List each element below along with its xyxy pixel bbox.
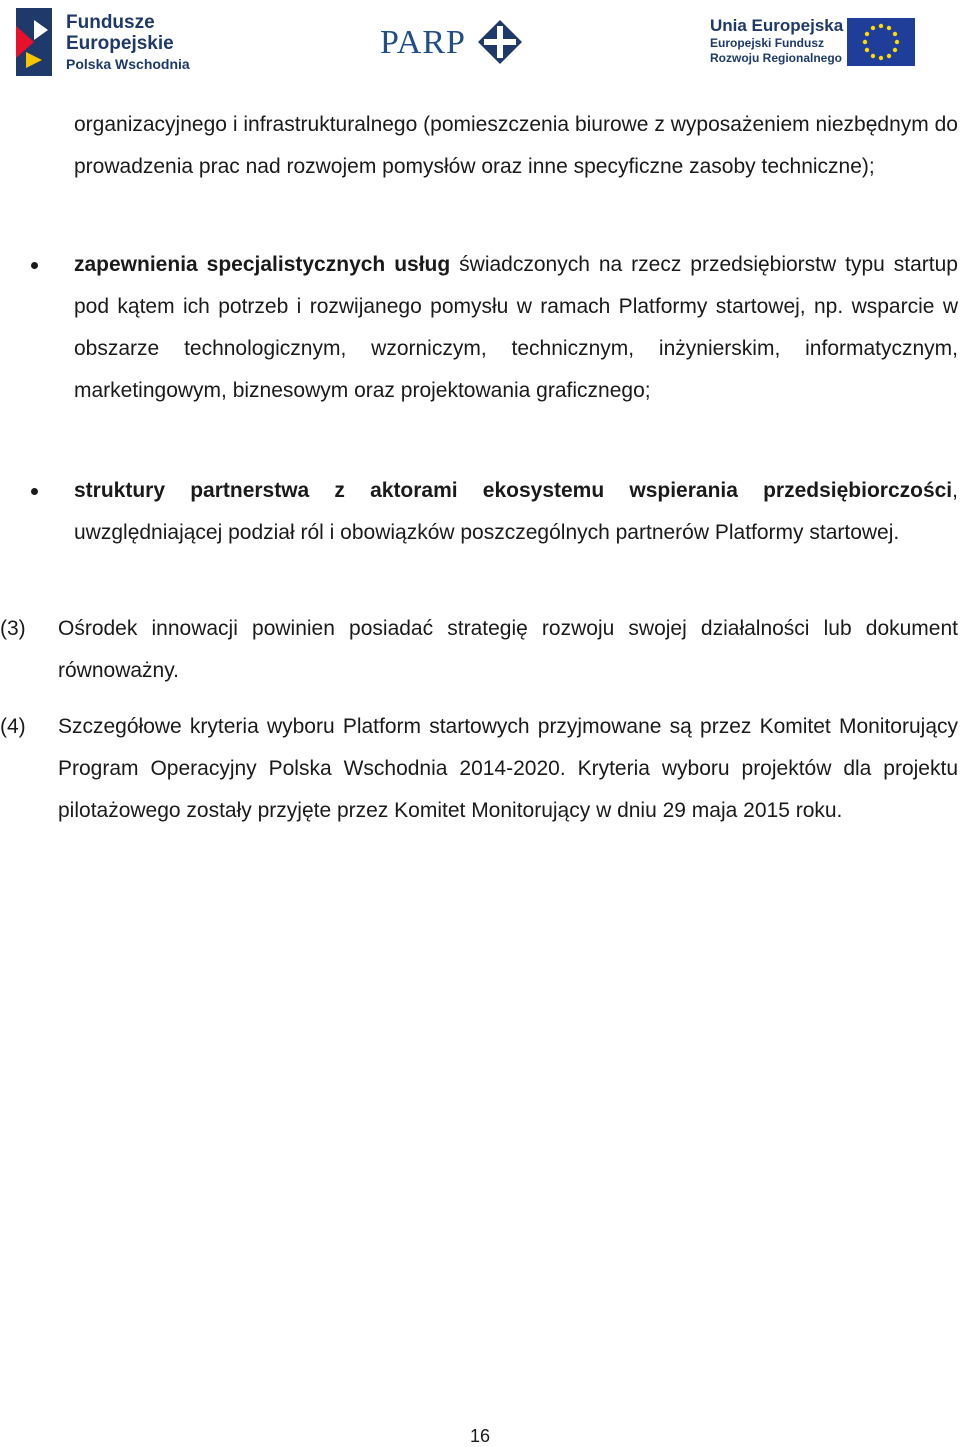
bullet-bold-text: zapewnienia specjalistycznych usług: [74, 253, 451, 276]
page-number: 16: [469, 1426, 491, 1446]
parp-emblem-icon: [476, 18, 524, 66]
eu-flag-icon: [847, 18, 915, 66]
fe-emblem-icon: [12, 6, 56, 78]
ue-logo-line3: Rozwoju Regionalnego: [710, 51, 842, 65]
paragraph-organizational: organizacyjnego i infrastrukturalnego (pomieszczenia biurowe z wyposażeniem niezbędnym do prowadzenia prac nad rozwojem pomysłów oraz inne specyficzne zasoby techniczne);: [74, 113, 958, 178]
bullet-dot-icon: [31, 488, 38, 495]
fe-logo-line1: Fundusze: [66, 12, 155, 33]
parp-logo-text: PARP: [380, 24, 466, 61]
ue-logo-line2: Europejski Fundusz: [710, 36, 825, 50]
numbered-item-3: [0, 608, 958, 692]
bullet-text: świadczonych na rzecz przedsiębiorstw typu startup pod kątem ich potrzeb i rozwijanego pomysłu w ramach Platformy startowej, np. wsparcie w obszarze technologicznym, wzorniczym, technicznym, inżynierskim, informatycznym, marketingowym, biznesowym oraz projektowania graficznego;: [74, 253, 958, 402]
ue-logo-text: [710, 16, 843, 66]
parp-logo: [380, 16, 528, 70]
bullet-bold-text: struktury partnerstwa z aktorami ekosystemu wspierania przedsiębiorczości: [74, 479, 953, 502]
numbered-item-4: [0, 706, 958, 832]
fe-logo-line2: Europejskie: [66, 33, 174, 54]
ue-logo-title: Unia Europejska: [710, 16, 844, 35]
bullet-item-partnership: [74, 470, 958, 554]
numbered-label: (3): [0, 617, 26, 640]
bullet-item-services: [74, 244, 958, 412]
numbered-label: (4): [0, 715, 26, 738]
fundusze-europejskie-logo: [12, 6, 202, 80]
fe-logo-subtitle: Polska Wschodnia: [66, 56, 190, 72]
bullet-text: , uwzględniającej podział ról i obowiązków poszczególnych partnerów Platformy startowej.: [74, 479, 958, 544]
fe-logo-title: [66, 12, 174, 54]
bullet-dot-icon: [31, 262, 38, 269]
numbered-text: Ośrodek innowacji powinien posiadać strategię rozwoju swojej działalności lub dokument równoważny.: [58, 617, 958, 682]
numbered-text: Szczegółowe kryteria wyboru Platform startowych przyjmowane są przez Komitet Monitorujący Program Operacyjny Polska Wschodnia 2014-2020. Kryteria wyboru projektów dla projektu pilotażowego zostały przyjęte przez Komitet Monitorujący w dniu 29 maja 2015 roku.: [58, 715, 958, 822]
unia-europejska-logo: [710, 16, 920, 72]
